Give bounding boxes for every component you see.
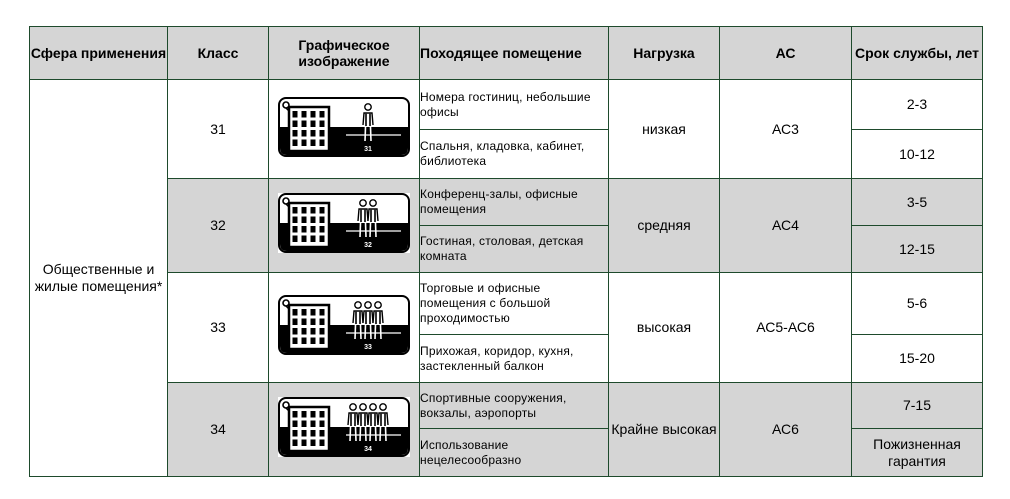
class-badge: 33	[364, 344, 372, 351]
table-row	[30, 80, 983, 130]
room-description: Конференц-залы, офисные помещения	[420, 179, 609, 226]
header-row	[30, 27, 983, 80]
class-image-cell	[269, 273, 420, 383]
ac-cell: АС4	[720, 179, 852, 273]
ac-cell: АС6	[720, 383, 852, 477]
class-image-cell	[269, 383, 420, 477]
class-cell: 34	[168, 383, 269, 477]
load-cell: высокая	[609, 273, 720, 383]
life-cell: 5-6	[852, 273, 983, 335]
ac-cell: АС3	[720, 80, 852, 179]
life-cell: Пожизненная гарантия	[852, 429, 983, 477]
class-badge: 34	[364, 446, 372, 453]
life-cell: 10-12	[852, 130, 983, 179]
load-cell: средняя	[609, 179, 720, 273]
class-cell: 33	[168, 273, 269, 383]
table-row	[30, 273, 983, 335]
building-with-4-people-icon	[278, 397, 410, 457]
header-scope: Сфера применения	[30, 27, 168, 80]
room-description: Номера гостиниц, небольшие офисы	[420, 80, 609, 130]
class-image-cell	[269, 179, 420, 273]
life-cell: 7-15	[852, 383, 983, 429]
class-image-cell	[269, 80, 420, 179]
scope-cell: Общественные и жилые помещения*	[30, 80, 168, 477]
class-cell: 32	[168, 179, 269, 273]
header-load: Нагрузка	[609, 27, 720, 80]
room-description: Гостиная, столовая, детская комната	[420, 226, 609, 273]
building-with-2-people-icon	[278, 193, 410, 253]
header-ac: АС	[720, 27, 852, 80]
load-cell: Крайне высокая	[609, 383, 720, 477]
life-cell: 2-3	[852, 80, 983, 130]
header-room: Походящее помещение	[420, 27, 609, 80]
header-class: Класс	[168, 27, 269, 80]
life-cell: 12-15	[852, 226, 983, 273]
life-cell: 3-5	[852, 179, 983, 226]
load-cell: низкая	[609, 80, 720, 179]
ac-cell: АС5-АС6	[720, 273, 852, 383]
header-life: Срок службы, лет	[852, 27, 983, 80]
header-image: Графическое изображение	[269, 27, 420, 80]
table-row	[30, 383, 983, 429]
room-description: Использование нецелесообразно	[420, 429, 609, 477]
room-description: Спальня, кладовка, кабинет, библиотека	[420, 130, 609, 179]
class-cell: 31	[168, 80, 269, 179]
room-description: Торговые и офисные помещения с большой проходимостью	[420, 273, 609, 335]
class-badge: 31	[364, 145, 372, 153]
classification-table	[29, 26, 983, 477]
table-row	[30, 179, 983, 226]
room-description: Спортивные сооружения, вокзалы, аэропорты	[420, 383, 609, 429]
class-badge: 32	[364, 242, 372, 249]
room-description: Прихожая, коридор, кухня, застекленный балкон	[420, 335, 609, 383]
building-with-1-person-icon	[278, 97, 410, 157]
building-with-3-people-icon	[278, 295, 410, 355]
life-cell: 15-20	[852, 335, 983, 383]
